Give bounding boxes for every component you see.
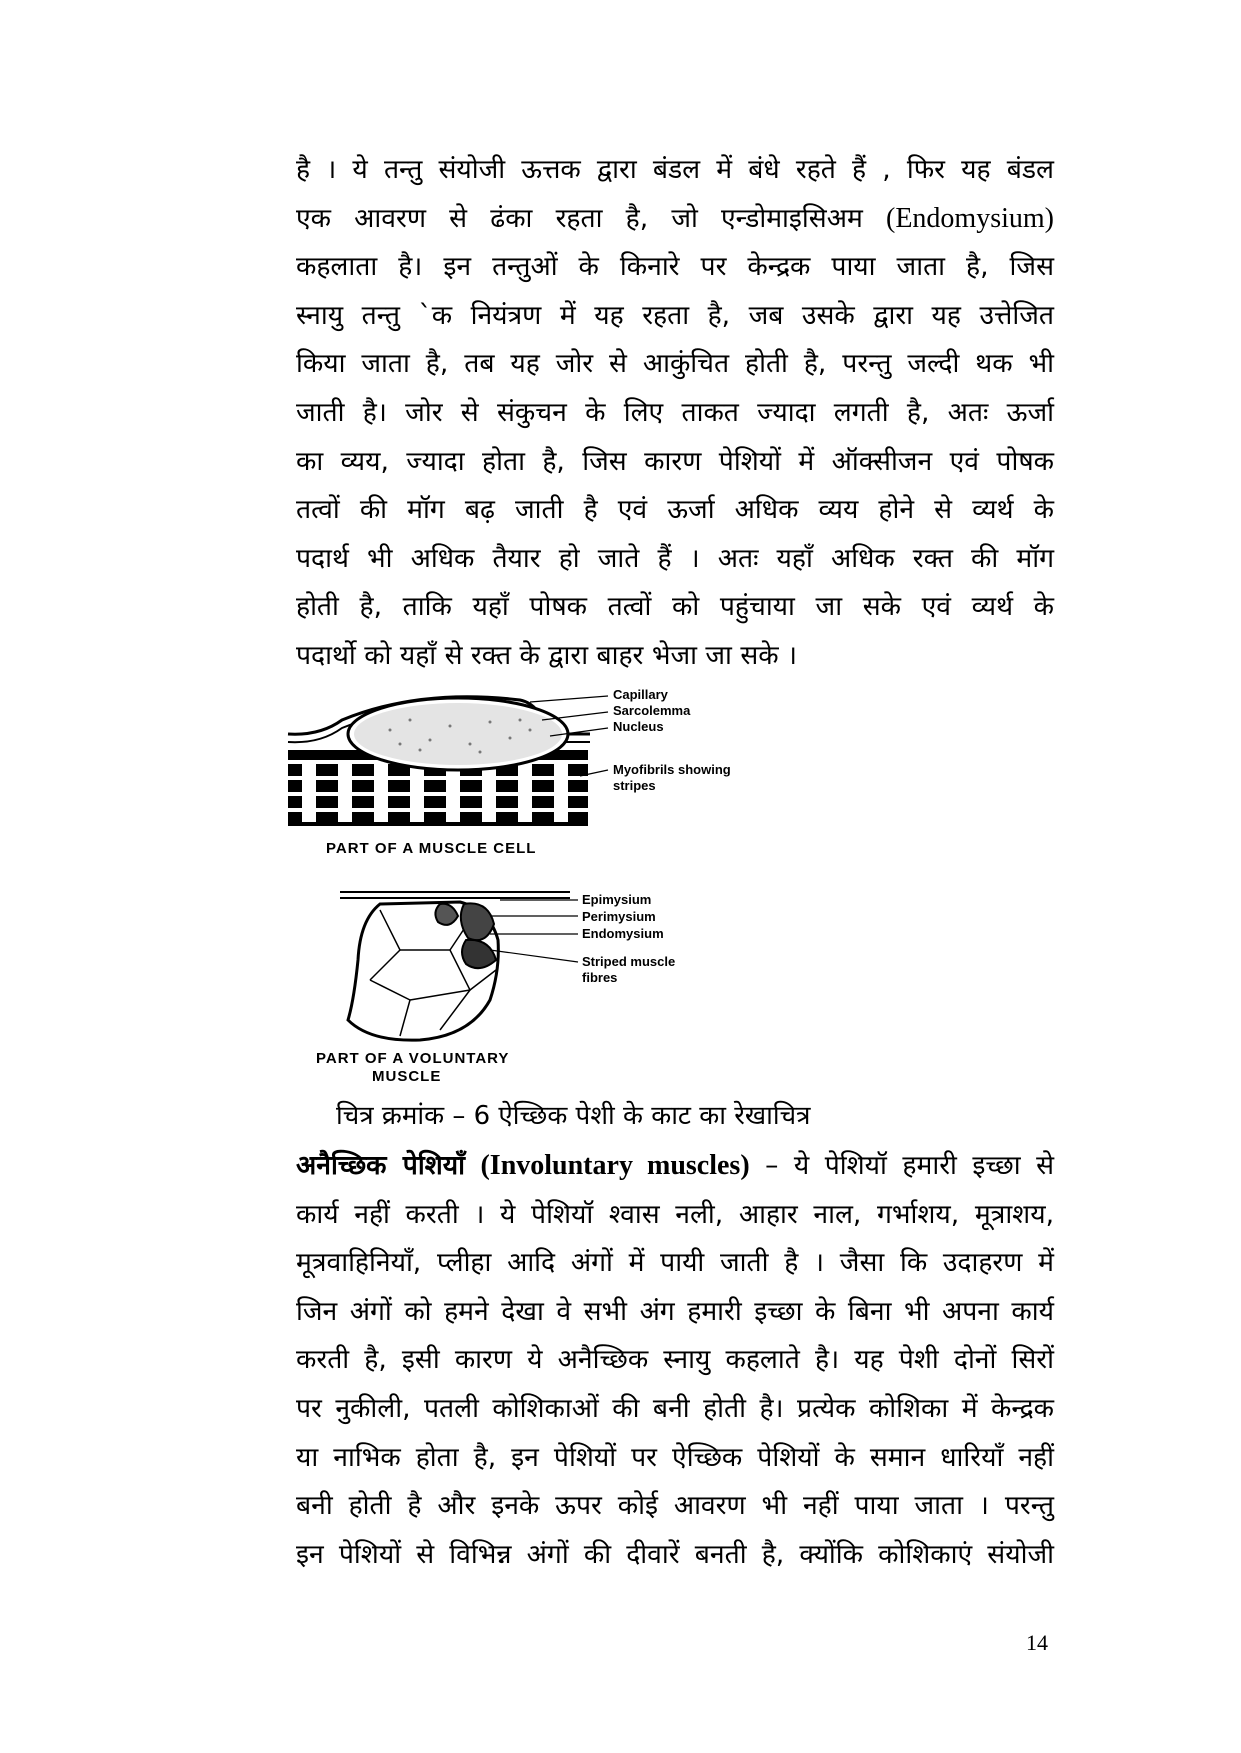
label-striped-muscle: Striped muscle [582,954,676,969]
label-capillary: Capillary [613,687,668,702]
text-line: एक आवरण से ढंका रहता है, जो एन्डोमाइसिअम (Endomysium) [296,202,1054,234]
label-stripes: stripes [613,778,656,793]
text-line: कार्य नहीं करती । ये पेशियॉ श्वास नली, आहार नाल, गर्भाशय, मूत्राशय, [296,1198,1054,1230]
label-fibres: fibres [582,970,618,985]
label-endomysium: Endomysium [582,926,664,941]
text-line: पदार्थो को यहॉं से रक्त के द्वारा बाहर भेजा जा सके । [296,639,798,671]
page-number: 14 [1026,1630,1048,1655]
text-line: तत्वों की मॉग बढ़ जाती है एवं ऊर्जा अधिक व्यय होने से व्यर्थ के [296,494,1054,526]
text-line: या नाभिक होता है, इन पेशियों पर ऐच्छिक पेशियों के समान धारियॉं नहीं [296,1441,1054,1473]
text-line: बनी होती है और इनके ऊपर कोई आवरण भी नहीं पाया जाता । परन्तु [296,1490,1054,1522]
text-line: का व्यय, ज्यादा होता है, जिस कारण पेशियों में ऑक्सीजन एवं पोषक [296,445,1054,477]
text-line: स्नायु तन्तु `क नियंत्रण में यह रहता है, जब उसके द्वारा यह उत्तेजित [296,299,1054,331]
label-perimysium: Perimysium [582,909,656,924]
text-line: है । ये तन्तु संयोजी ऊत्तक द्वारा बंडल में बंधे रहते हैं , फिर यह बंडल [296,154,1054,185]
bottom-diagram-caption-line1: PART OF A VOLUNTARY [316,1050,510,1067]
figure-caption: चित्र क्रमांक – 6 ऐच्छिक पेशी के काट का रेखाचित्र [336,1101,811,1131]
label-myofibrils: Myofibrils showing [613,762,731,777]
text-line: जाती है। जोर से संकुचन के लिए ताकत ज्यादा लगती है, अतः ऊर्जा [296,396,1054,428]
text-line: पर नुकीली, पतली कोशिकाओं की बनी होती है। प्रत्येक कोशिका में केन्द्रक [296,1392,1054,1424]
text-line: पदार्थ भी अधिक तैयार हो जाते हैं । अतः यहॉं अधिक रक्त की मॉग [296,542,1054,574]
text-line: मूत्रवाहिनियॉं, प्लीहा आदि अंगों में पायी जाती है । जैसा कि उदाहरण में [296,1247,1054,1279]
text-line: इन पेशियों से विभिन्न अंगों की दीवारें बनती है, क्योंकि कोशिकाएं संयोजी [296,1538,1054,1570]
paragraph-2 [296,1142,1054,1579]
voluntary-muscle-diagram [340,890,580,1050]
label-nucleus: Nucleus [613,719,664,734]
text-line: कहलाता है। इन तन्तुओं के किनारे पर केन्द्रक पाया जाता है, जिस [296,251,1054,283]
label-sarcolemma: Sarcolemma [613,703,691,718]
text-line: जिन अंगों को हमने देखा वे सभी अंग हमारी इच्छा के बिना भी अपना कार्य [296,1295,1054,1327]
section-heading-hindi: अनैच्छिक पेशियॉं [296,1150,465,1181]
text-line: करती है, इसी कारण ये अनैच्छिक स्नायु कहलाते है। यह पेशी दोनों सिरों [296,1344,1054,1376]
paragraph-1 [296,146,1054,681]
text-line: किया जाता है, तब यह जोर से आकुंचित होती है, परन्तु जल्दी थक भी [296,348,1054,380]
text-line: होती है, ताकि यहॉं पोषक तत्वों को पहुंचाया जा सके एवं व्यर्थ के [296,591,1054,623]
muscle-cell-diagram [280,690,620,830]
bottom-diagram-caption-line2: MUSCLE [372,1068,442,1085]
endomysium-term: (Endomysium) [886,202,1054,234]
text-line: अनैच्छिक पेशियॉं (Involuntary muscles) – ये पेशियॉ हमारी इच्छा से [296,1150,1054,1181]
top-diagram-caption: PART OF A MUSCLE CELL [326,840,537,857]
label-epimysium: Epimysium [582,892,652,907]
section-heading-english: (Involuntary muscles) [480,1150,750,1181]
